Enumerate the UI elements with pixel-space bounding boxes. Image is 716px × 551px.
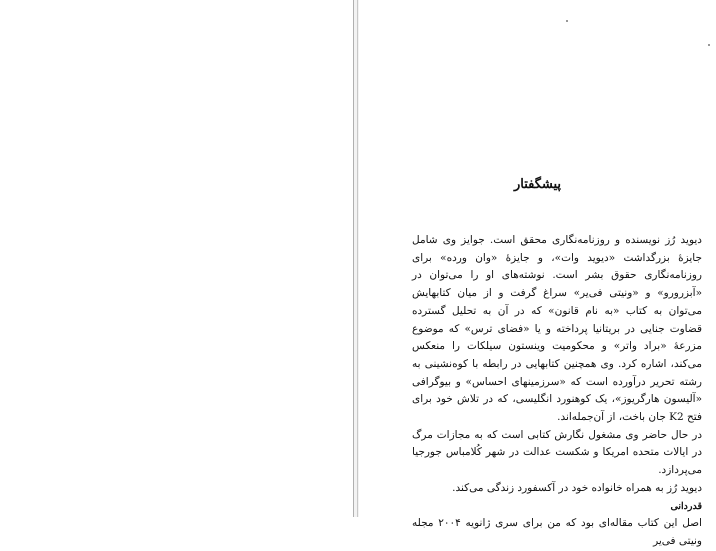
paragraph-residence: دیوید رُز به همراه خانواده خود در آکسفورد زندگی می‌کند. — [452, 481, 702, 494]
gutter-edge-right — [357, 0, 358, 517]
gutter-edge-left — [353, 0, 354, 517]
page-heading: پیشگفتار — [513, 177, 562, 192]
right-page — [359, 0, 716, 547]
paragraph-acknowledgements-start: اصل این کتاب مقاله‌ای بود که من برای سری ژانویه ۲۰۰۴ مجله ونیتی فی‌یر — [412, 517, 702, 547]
scan-speck — [566, 20, 568, 22]
acknowledgements-heading: قدردانی — [670, 500, 702, 512]
scan-speck — [708, 44, 710, 46]
paragraph-current-work: در حال حاضر وی مشغول نگارش کتابی است که به مجازات مرگ در ایالات متحده امریکا و شکست عدالت در شهر کُلامباس جورجیا می‌پردازد. — [412, 428, 702, 477]
body-text — [412, 232, 702, 551]
paragraph-bio: دیوید رُز نویسنده و روزنامه‌نگاری محقق است. جوایز وی شامل جایزهٔ بزرگداشت «دیوید وات»، و جایزهٔ «وان ورده» برای روزنامه‌نگاری حقوق بشر است. نوشته‌های او را می‌توان در «آبزرورو» و «ونیتی فی‌یر» سراغ گرفت و از میان کتابهایش می‌توان به کتاب «به نام قانون» که در آن به تحلیل گسترده قضاوت جنایی در بریتانیا پرداخته و یا «فضای ترس» که موضوع مزرعهٔ «براد واتر» و محکومیت وینستون سیلکات را منعکس می‌کند، اشاره کرد. وی همچنین کتابهایی در رابطه با کوه‌نشینی به رشته تحریر درآورده است که «سرزمینهای احساس» و بیوگرافی «آلیسون هارگریوز»، یک کوهنورد انگلیسی، که در تلاش خود برای فتح K2 جان باخت، از آن‌جمله‌اند. — [412, 234, 702, 424]
left-page-blank — [0, 0, 353, 517]
